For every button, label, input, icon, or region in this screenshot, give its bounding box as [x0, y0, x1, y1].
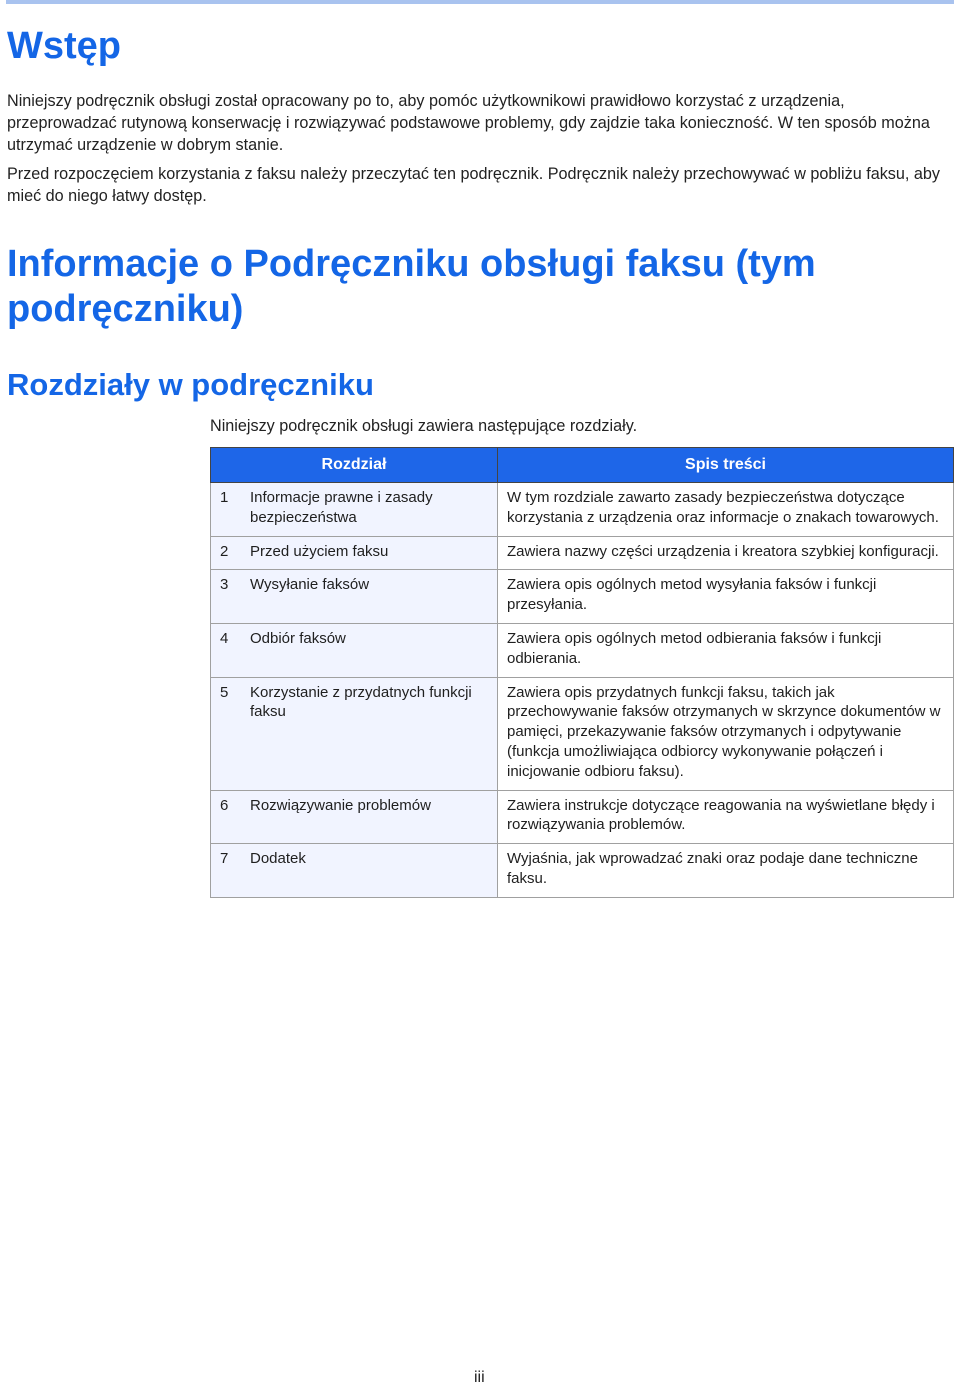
- top-rule: [6, 0, 954, 4]
- chapter-title: Korzystanie z przydatnych funkcji faksu: [242, 677, 498, 790]
- table-header-row: [211, 448, 954, 483]
- chapter-number: 5: [211, 677, 243, 790]
- chapter-description: Zawiera opis przydatnych funkcji faksu, takich jak przechowywanie faksów otrzymanych w skrzynce dokumentów w pamięci, przekazywanie faksów otrzymanych i odpytywanie (funkcja umożliwiająca odbiorcy wykonywanie połączeń i inicjowanie odbioru faksu).: [498, 677, 954, 790]
- chapter-title: Informacje prawne i zasady bezpieczeństwa: [242, 483, 498, 537]
- chapter-number: 4: [211, 623, 243, 677]
- header-chapter: Rozdział: [211, 448, 498, 483]
- table-row: [211, 570, 954, 624]
- table-row: [211, 677, 954, 790]
- intro-paragraph-1: Niniejszy podręcznik obsługi został opracowany po to, aby pomóc użytkownikowi prawidłowo korzystać z urządzenia, przeprowadzać rutynową konserwację i rozwiązywać podstawowe problemy, gdy zajdzie taka konieczność. W ten sposób można utrzymać urządzenie w dobrym stanie.: [7, 92, 930, 154]
- chapter-number: 6: [211, 790, 243, 844]
- table-row: [211, 790, 954, 844]
- header-contents: Spis treści: [498, 448, 954, 483]
- chapter-title: Odbiór faksów: [242, 623, 498, 677]
- table-row: [211, 536, 954, 570]
- chapter-number: 7: [211, 844, 243, 898]
- chapter-description: Zawiera opis ogólnych metod wysyłania faksów i funkcji przesyłania.: [498, 570, 954, 624]
- chapter-description: Zawiera nazwy części urządzenia i kreatora szybkiej konfiguracji.: [498, 536, 954, 570]
- page-number: iii: [474, 1369, 485, 1386]
- chapter-number: 2: [211, 536, 243, 570]
- chapter-description: Zawiera instrukcje dotyczące reagowania na wyświetlane błędy i rozwiązywania problemów.: [498, 790, 954, 844]
- chapter-title: Wysyłanie faksów: [242, 570, 498, 624]
- chapter-title: Rozwiązywanie problemów: [242, 790, 498, 844]
- chapter-description: W tym rozdziale zawarto zasady bezpieczeństwa dotyczące korzystania z urządzenia oraz informacje o znakach towarowych.: [498, 483, 954, 537]
- page-heading: Wstęp: [7, 25, 121, 67]
- chapter-description: Wyjaśnia, jak wprowadzać znaki oraz podaje dane techniczne faksu.: [498, 844, 954, 898]
- chapter-number: 1: [211, 483, 243, 537]
- section-heading: Informacje o Podręczniku obsługi faksu (tym podręczniku): [7, 243, 816, 330]
- chapter-title: Dodatek: [242, 844, 498, 898]
- chapter-number: 3: [211, 570, 243, 624]
- table-row: [211, 483, 954, 537]
- chapter-description: Zawiera opis ogólnych metod odbierania faksów i funkcji odbierania.: [498, 623, 954, 677]
- table-row: [211, 623, 954, 677]
- chapters-table: [210, 447, 954, 898]
- subsection-heading: Rozdziały w podręczniku: [7, 367, 374, 402]
- intro-paragraph-2: Przed rozpoczęciem korzystania z faksu należy przeczytać ten podręcznik. Podręcznik należy przechowywać w pobliżu faksu, aby mieć do niego łatwy dostęp.: [7, 165, 941, 205]
- chapter-title: Przed użyciem faksu: [242, 536, 498, 570]
- table-row: [211, 844, 954, 898]
- chapters-intro: Niniejszy podręcznik obsługi zawiera następujące rozdziały.: [210, 417, 638, 435]
